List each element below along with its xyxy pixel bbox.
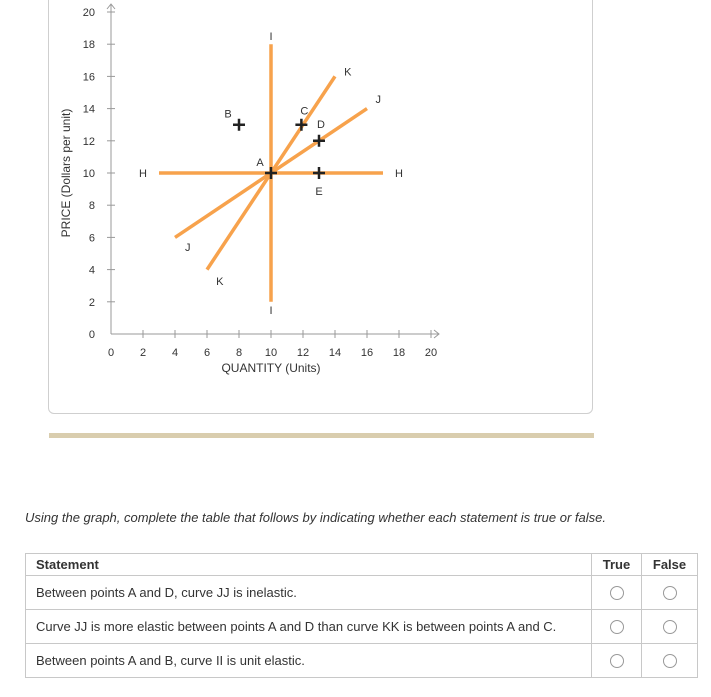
curve-label: H xyxy=(139,168,147,180)
y-tick-label: 10 xyxy=(82,168,95,180)
y-tick-label: 12 xyxy=(82,135,95,148)
true-header: True xyxy=(592,554,642,576)
curve-label: J xyxy=(375,93,381,106)
instructions-text: Using the graph, complete the table that follows by indicating whether each statement is true or false. xyxy=(25,510,606,525)
y-tick-label: 20 xyxy=(82,7,95,19)
true-cell xyxy=(592,610,642,644)
x-tick-label: 8 xyxy=(235,347,243,359)
point-marker-b xyxy=(233,119,245,131)
point-label-b: B xyxy=(224,108,232,121)
x-tick-label: 14 xyxy=(328,347,342,359)
false-cell xyxy=(642,610,698,644)
x-tick-label: 2 xyxy=(139,347,147,359)
false-cell xyxy=(642,644,698,678)
x-tick-label: 12 xyxy=(296,347,310,359)
true-cell xyxy=(592,576,642,610)
curve-label: I xyxy=(269,304,273,317)
y-axis-title: PRICE (Dollars per unit) xyxy=(59,108,73,238)
true-radio-button[interactable] xyxy=(610,654,624,668)
y-tick-label: 14 xyxy=(82,103,95,116)
table-header-row xyxy=(26,554,698,576)
curve-label: I xyxy=(269,31,273,44)
true-cell xyxy=(592,644,642,678)
curve-label: K xyxy=(216,275,224,288)
y-tick-label: 6 xyxy=(88,232,95,245)
y-tick-label: 16 xyxy=(82,71,95,84)
statement-header: Statement xyxy=(26,554,592,576)
section-divider xyxy=(49,433,594,438)
point-label-a: A xyxy=(256,157,264,169)
curve-label: J xyxy=(185,242,191,255)
y-tick-label: 18 xyxy=(82,39,95,52)
point-label-d: D xyxy=(317,118,325,131)
x-tick-label: 4 xyxy=(171,347,179,359)
x-tick-label: 10 xyxy=(264,347,278,359)
statement-text: Between points A and B, curve II is unit elastic. xyxy=(26,644,592,678)
statement-table xyxy=(25,553,698,678)
statement-text: Curve JJ is more elastic between points A and D than curve KK is between points A and C. xyxy=(26,610,592,644)
curve-label: H xyxy=(395,168,403,180)
x-tick-label: 0 xyxy=(107,347,115,359)
y-tick-label: 8 xyxy=(88,200,95,213)
point-label-e: E xyxy=(315,186,323,198)
table-row xyxy=(26,610,698,644)
false-header: False xyxy=(642,554,698,576)
point-label-c: C xyxy=(300,105,309,118)
true-radio-button[interactable] xyxy=(610,586,624,600)
x-tick-label: 16 xyxy=(360,347,374,359)
false-radio-button[interactable] xyxy=(663,654,677,668)
true-radio-button[interactable] xyxy=(610,620,624,634)
y-tick-label: 0 xyxy=(88,329,95,341)
false-radio-button[interactable] xyxy=(663,620,677,634)
y-tick-label: 4 xyxy=(88,264,95,277)
table-row xyxy=(26,644,698,678)
statement-text: Between points A and D, curve JJ is inelastic. xyxy=(26,576,592,610)
point-marker-e xyxy=(313,167,325,179)
curve-label: K xyxy=(344,66,352,79)
table-row xyxy=(26,576,698,610)
x-axis-title: QUANTITY (Units) xyxy=(221,361,321,375)
x-tick-label: 6 xyxy=(203,347,211,359)
y-tick-label: 2 xyxy=(88,296,95,309)
false-cell xyxy=(642,576,698,610)
x-tick-label: 20 xyxy=(424,347,438,359)
false-radio-button[interactable] xyxy=(663,586,677,600)
x-tick-label: 18 xyxy=(392,347,406,359)
